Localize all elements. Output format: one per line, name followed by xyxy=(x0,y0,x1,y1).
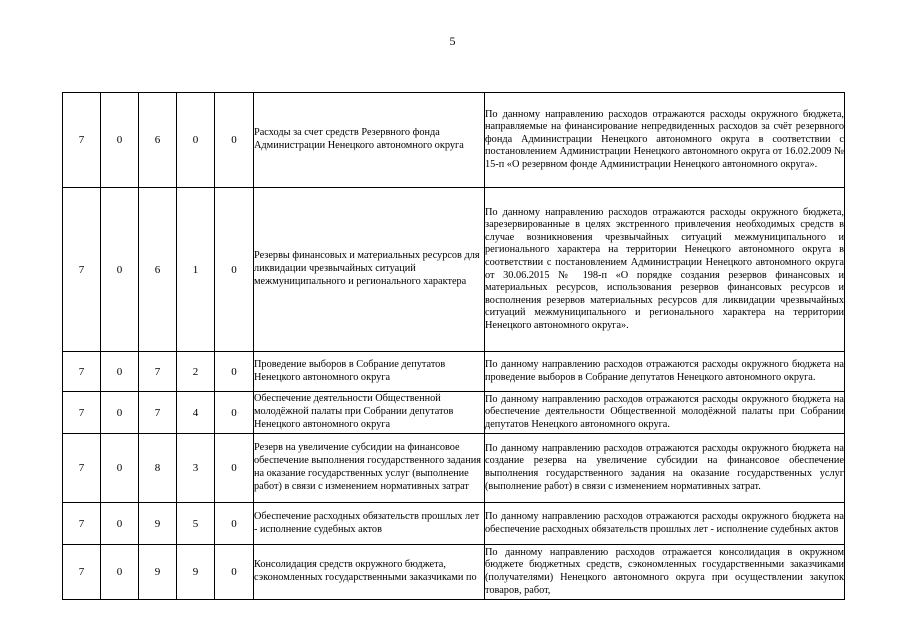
code-digit-3: 8 xyxy=(139,434,177,503)
code-digit-2: 0 xyxy=(101,93,139,188)
table-row xyxy=(63,545,845,600)
code-digit-3: 6 xyxy=(139,93,177,188)
expense-name: Резервы финансовых и материальных ресурсов для ликвидации чрезвычайных ситуаций межмуниципального и регионального характера xyxy=(254,188,485,352)
expense-name: Расходы за счет средств Резервного фонда Администрации Ненецкого автономного округа xyxy=(254,93,485,188)
code-digit-1: 7 xyxy=(63,503,101,545)
code-digit-4: 0 xyxy=(177,93,215,188)
expense-name: Консолидация средств окружного бюджета, сэкономленных государственными заказчиками по xyxy=(254,545,485,600)
code-digit-5: 0 xyxy=(215,545,254,600)
code-digit-5: 0 xyxy=(215,434,254,503)
expense-description: По данному направлению расходов отражаются расходы окружного бюджета на проведение выборов в Собрание депутатов Ненецкого автономного округа. xyxy=(485,352,845,392)
code-digit-1: 7 xyxy=(63,188,101,352)
code-digit-3: 9 xyxy=(139,545,177,600)
code-digit-3: 9 xyxy=(139,503,177,545)
table-row xyxy=(63,93,845,188)
code-digit-4: 9 xyxy=(177,545,215,600)
code-digit-2: 0 xyxy=(101,352,139,392)
code-digit-4: 2 xyxy=(177,352,215,392)
expense-name: Обеспечение деятельности Общественной молодёжной палаты при Собрании депутатов Ненецкого автономного округа xyxy=(254,392,485,434)
expense-description: По данному направлению расходов отражается консолидация в окружном бюджете бюджетных средств, сэкономленных государственными заказчиками (получателями) Ненецкого автономного округа при осуществлении закупок товаров, работ, xyxy=(485,545,845,600)
code-digit-2: 0 xyxy=(101,545,139,600)
code-digit-1: 7 xyxy=(63,434,101,503)
code-digit-1: 7 xyxy=(63,545,101,600)
expense-name: Проведение выборов в Собрание депутатов Ненецкого автономного округа xyxy=(254,352,485,392)
code-digit-4: 5 xyxy=(177,503,215,545)
code-digit-3: 7 xyxy=(139,392,177,434)
table-row xyxy=(63,434,845,503)
table-row xyxy=(63,188,845,352)
code-digit-1: 7 xyxy=(63,93,101,188)
page-number: 5 xyxy=(449,34,456,48)
code-digit-5: 0 xyxy=(215,188,254,352)
code-digit-5: 0 xyxy=(215,93,254,188)
code-digit-1: 7 xyxy=(63,352,101,392)
code-digit-3: 6 xyxy=(139,188,177,352)
code-digit-4: 3 xyxy=(177,434,215,503)
expense-description: По данному направлению расходов отражаются расходы окружного бюджета, зарезервированные в целях экстренного привлечения необходимых средств в случае возникновения чрезвычайных ситуаций межмуниципального и регионального характера на территории Ненецкого автономного округа в соответствии с постановлением Администрации Ненецкого автономного округа от 30.06.2015 № 198-п «О порядке создания резервов финансовых и материальных ресурсов, использования резервов финансовых ресурсов и восполнения резервов материальных ресурсов для ликвидации чрезвычайных ситуаций межмуниципального и регионального характера на территории Ненецкого автономного округа». xyxy=(485,188,845,352)
code-digit-2: 0 xyxy=(101,503,139,545)
expense-description: По данному направлению расходов отражаются расходы окружного бюджета на обеспечение деятельности Общественной молодёжной палаты при Собрании депутатов Ненецкого автономного округа. xyxy=(485,392,845,434)
expense-name: Обеспечение расходных обязательств прошлых лет - исполнение судебных актов xyxy=(254,503,485,545)
expense-description: По данному направлению расходов отражаются расходы окружного бюджета на создание резерва на увеличение субсидии на финансовое обеспечение выполнения государственного задания на оказание государственных услуг (выполнение работ) в связи с изменением нормативных затрат. xyxy=(485,434,845,503)
code-digit-5: 0 xyxy=(215,352,254,392)
table-row xyxy=(63,352,845,392)
classification-table xyxy=(62,92,845,600)
code-digit-1: 7 xyxy=(63,392,101,434)
table-row xyxy=(63,503,845,545)
table-row xyxy=(63,392,845,434)
code-digit-5: 0 xyxy=(215,503,254,545)
code-digit-2: 0 xyxy=(101,392,139,434)
code-digit-2: 0 xyxy=(101,188,139,352)
expense-description: По данному направлению расходов отражаются расходы окружного бюджета на обеспечение расходных обязательств прошлых лет - исполнение судебных актов xyxy=(485,503,845,545)
code-digit-2: 0 xyxy=(101,434,139,503)
expense-name: Резерв на увеличение субсидии на финансовое обеспечение выполнения государственного задания на оказание государственных услуг (выполнение работ) в связи с изменением нормативных затрат xyxy=(254,434,485,503)
code-digit-4: 4 xyxy=(177,392,215,434)
expense-description: По данному направлению расходов отражаются расходы окружного бюджета, направляемые на финансирование непредвиденных расходов за счёт резервного фонда Администрации Ненецкого автономного округа в соответствии с постановлением Администрации Ненецкого автономного округа от 16.02.2009 № 15-п «О резервном фонде Администрации Ненецкого автономного округа». xyxy=(485,93,845,188)
code-digit-5: 0 xyxy=(215,392,254,434)
code-digit-4: 1 xyxy=(177,188,215,352)
code-digit-3: 7 xyxy=(139,352,177,392)
